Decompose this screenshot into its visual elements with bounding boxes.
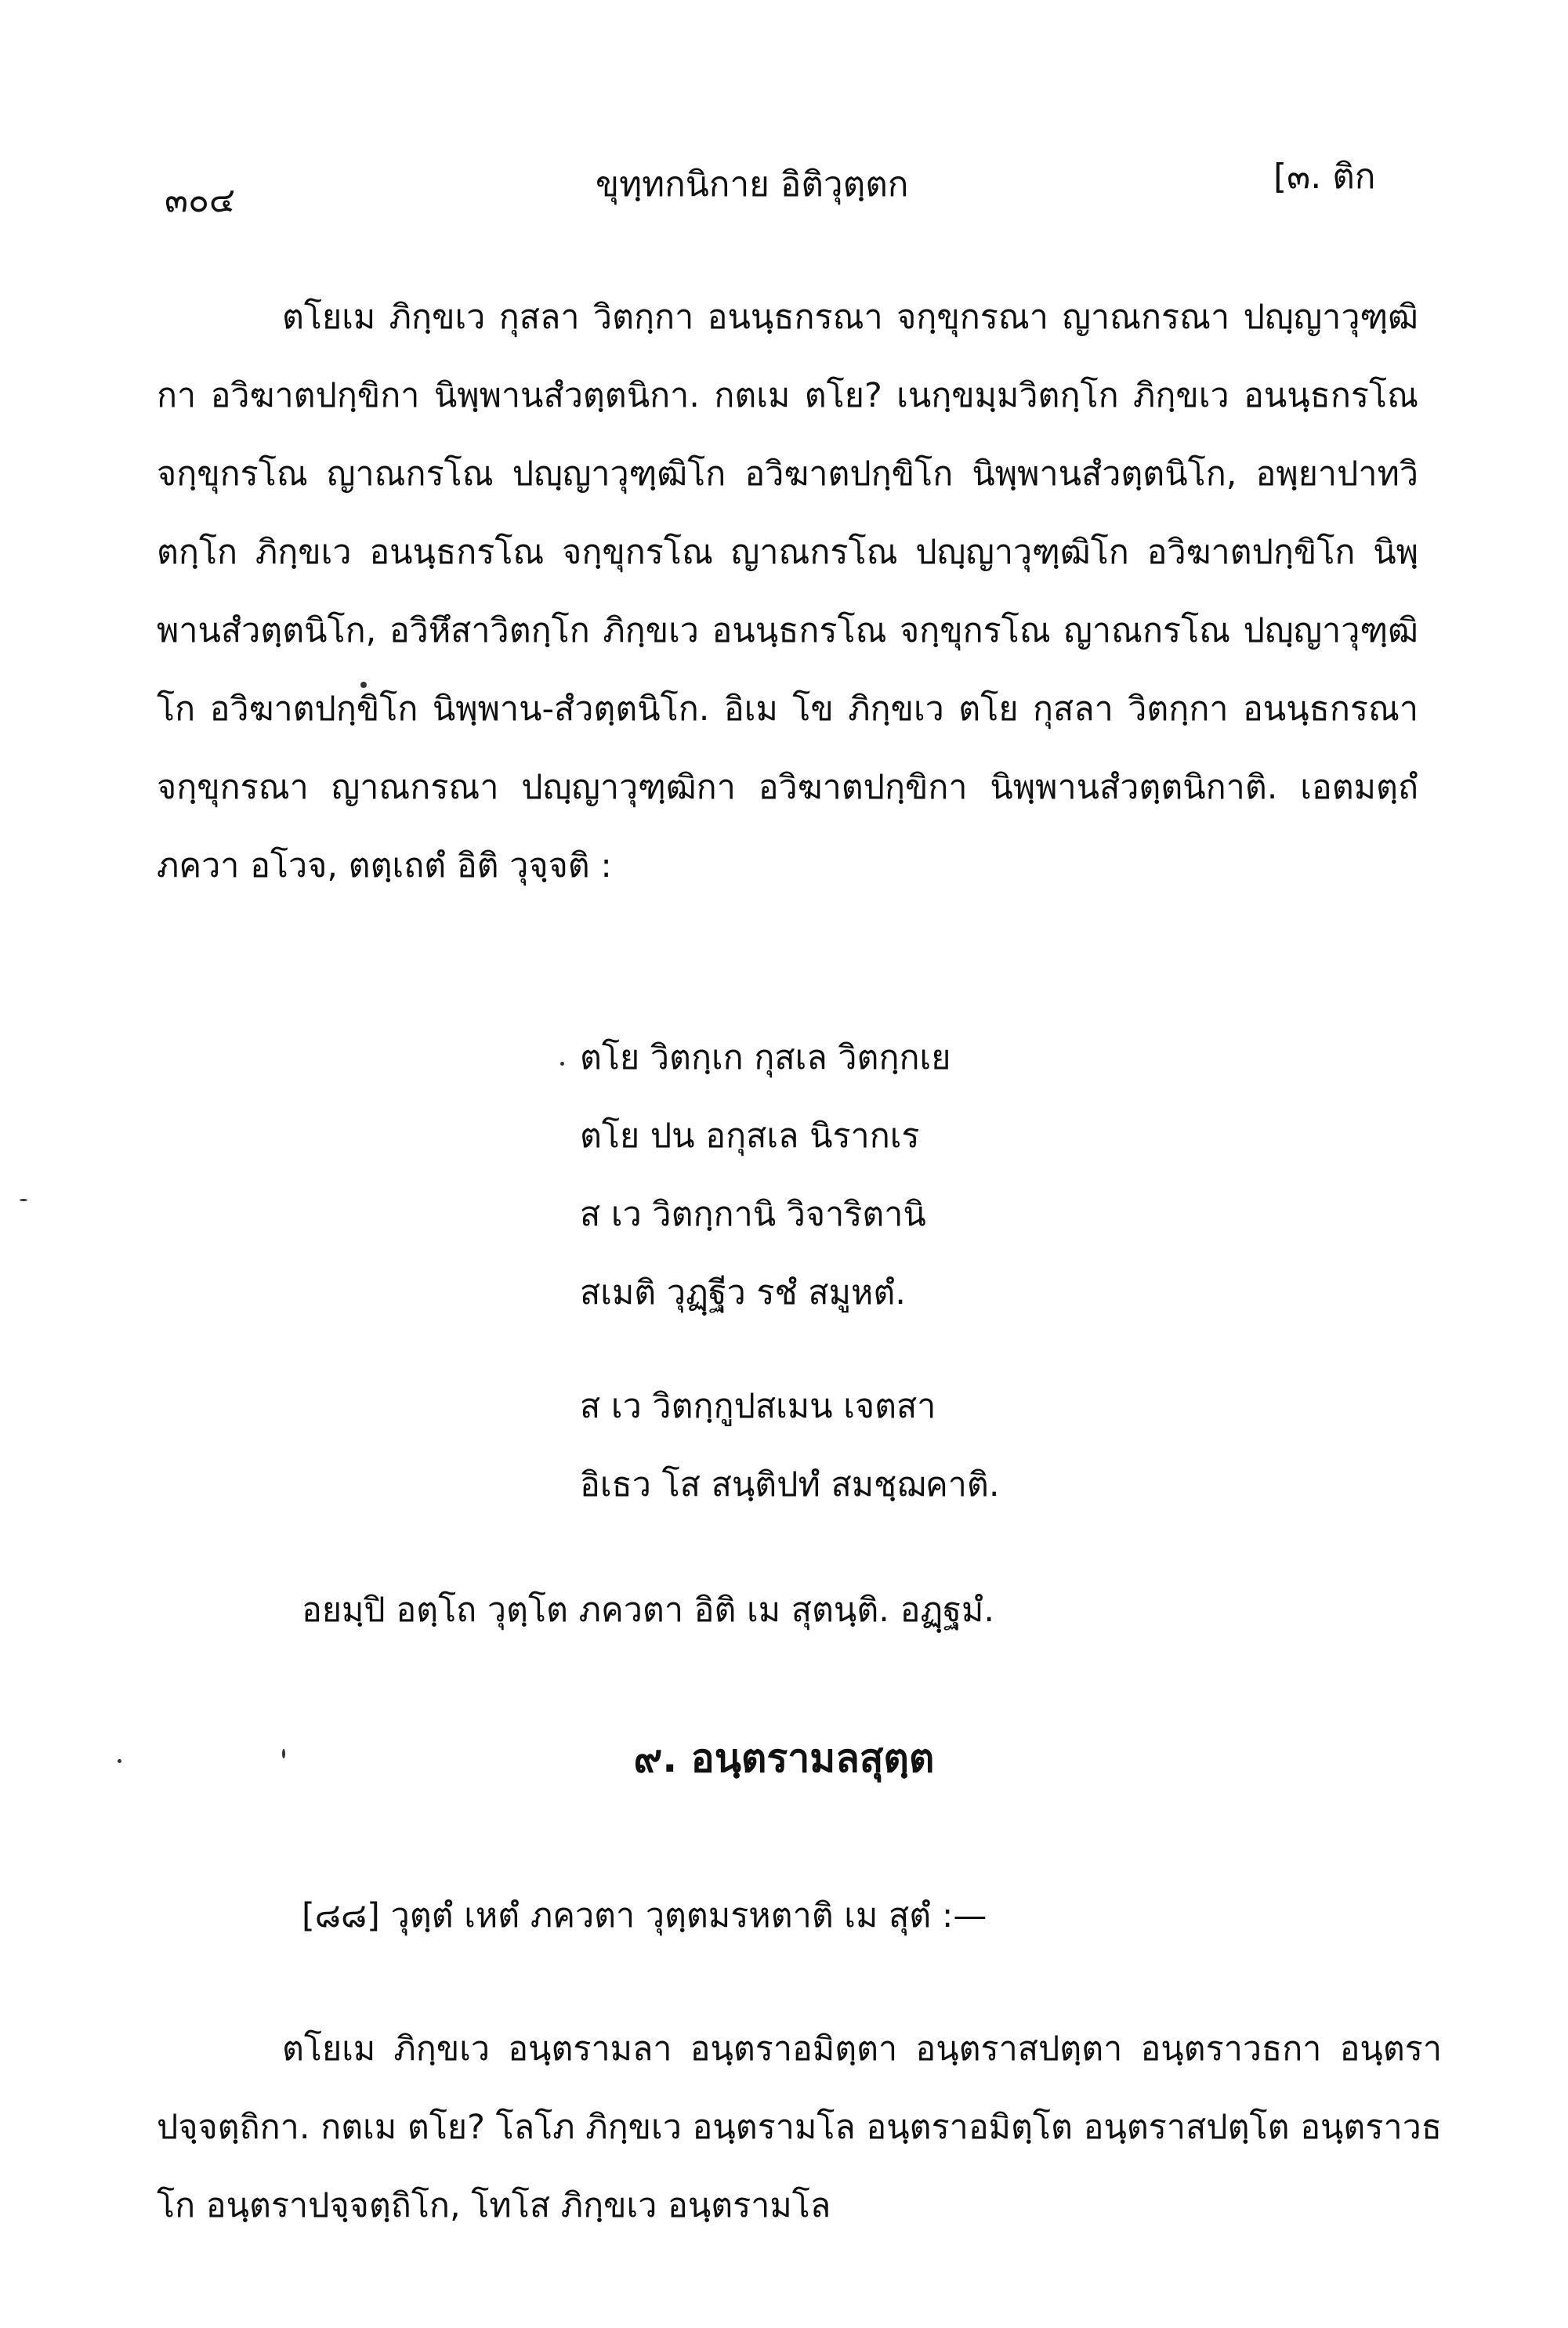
verse-line: อิเธว โส สนฺติปทํ สมชฺฌคาติ. [580, 1465, 1000, 1504]
scan-speck [20, 1199, 27, 1201]
verse-line: ตโย วิตกฺเก กุสเล วิตกฺกเย [580, 1038, 951, 1077]
verse-stanza-2 [580, 1367, 999, 1524]
verse-line: สเมติ วุฏฺฐีว รชํ สมูหตํ. [580, 1273, 906, 1312]
prose-paragraph-2: ตโยเม ภิกฺขเว อนฺตรามลา อนฺตราอมิตฺตา อนฺตราสปตฺตา อนฺตราวธกา อนฺตราปจฺจตฺถิกา. กตเม ตโย? โลโภ ภิกฺขเว อนฺตรามโล อนฺตราอมิตฺโต อนฺตราสปตฺโต อนฺตราวธโก อนฺตราปจฺจตฺถิโก, โทโส ภิกฺขเว อนฺตรามโล [157, 2029, 1442, 2225]
page-number: ๓๐๔ [165, 180, 236, 220]
verse-stanza-1 [580, 1019, 951, 1332]
sutta-heading: ๙. อนฺตรามลสุตฺต [633, 1736, 935, 1781]
verse-line: ตโย ปน อกุสเล นิรากเร [580, 1117, 920, 1156]
scan-speck [560, 1062, 564, 1066]
running-title: ขุทฺทกนิกาย อิติวุตฺตก [596, 165, 909, 205]
sutta-intro: [๘๘] วุตฺตํ เหตํ ภควตา วุตฺตมรหตาติ เม สุตํ :— [302, 1896, 987, 1935]
scan-speck [118, 1759, 121, 1763]
scan-speck [360, 682, 367, 688]
section-reference: [๓. ติก [1273, 157, 1376, 197]
verse-line: ส เว วิตกฺกูปสเมน เจตสา [580, 1387, 936, 1426]
page-header [0, 149, 1568, 220]
closing-formula: อยมฺปิ อตฺโถ วุตฺโต ภควตา อิติ เม สุตนฺติ. อฏฺฐมํ. [302, 1591, 995, 1630]
scan-speck [282, 1749, 285, 1758]
verse-line: ส เว วิตกฺกานิ วิจาริตานิ [580, 1195, 926, 1234]
prose-paragraph-1: ตโยเม ภิกฺขเว กุสลา วิตกฺกา อนนฺธกรณา จกฺขุกรณา ญาณกรณา ปญฺญาวุฑฺฒิกา อวิฆาตปกฺขิกา นิพฺพานสํวตฺตนิกา. กตเม ตโย? เนกฺขมฺมวิตกฺโก ภิกฺขเว อนนฺธกรโณ จกฺขุกรโณ ญาณกรโณ ปญฺญาวุฑฺฒิโก อวิฆาตปกฺขิโก นิพฺพานสํวตฺตนิโก, อพฺยาปาทวิตกฺโก ภิกฺขเว อนนฺธกรโณ จกฺขุกรโณ ญาณกรโณ ปญฺญาวุฑฺฒิโก อวิฆาตปกฺขิโก นิพฺพานสํวตฺตนิโก, อวิหึสาวิตกฺโก ภิกฺขเว อนนฺธกรโณ จกฺขุกรโณ ญาณกรโณ ปญฺญาวุฑฺฒิโก อวิฆาตปกฺขิโก นิพฺพาน-สํวตฺตนิโก. อิเม โข ภิกฺขเว ตโย กุสลา วิตกฺกา อนนฺธกรณา จกฺขุกรณา ญาณกรณา ปญฺญาวุฑฺฒิกา อวิฆาตปกฺขิกา นิพฺพานสํวตฺตนิกาติ. เอตมตฺถํ ภควา อโวจ, ตตฺเถตํ อิติ วุจฺจติ : [157, 298, 1418, 885]
